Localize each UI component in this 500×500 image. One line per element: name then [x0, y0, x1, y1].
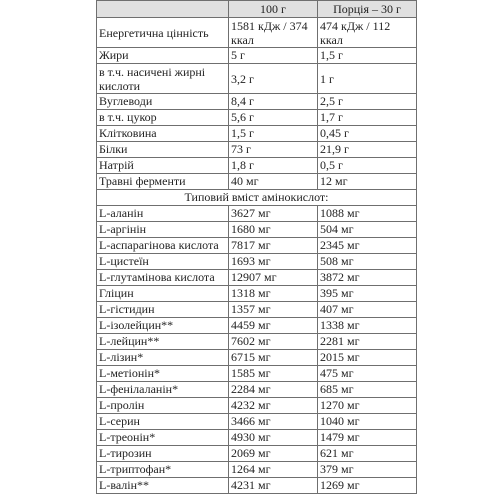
nutrient-per100: 1581 кДж / 374 ккал [229, 18, 318, 48]
amino-per100: 1264 мг [229, 462, 318, 478]
nutrient-portion: 1,7 г [318, 110, 417, 126]
amino-portion: 1338 мг [318, 318, 417, 334]
table-row [97, 206, 417, 222]
amino-portion: 1040 мг [318, 414, 417, 430]
amino-name: Гліцин [97, 286, 229, 302]
table-row [97, 142, 417, 158]
amino-portion: 407 мг [318, 302, 417, 318]
table-row [97, 318, 417, 334]
table-row [97, 18, 417, 48]
nutrient-name: в т.ч. насичені жирні кислоти [97, 64, 229, 94]
amino-per100: 2069 мг [229, 446, 318, 462]
table-row [97, 126, 417, 142]
table-row [97, 350, 417, 366]
amino-per100: 1680 мг [229, 222, 318, 238]
amino-per100: 1585 мг [229, 366, 318, 382]
amino-per100: 6715 мг [229, 350, 318, 366]
table-row [97, 286, 417, 302]
amino-portion: 504 мг [318, 222, 417, 238]
amino-portion: 395 мг [318, 286, 417, 302]
amino-per100: 3466 мг [229, 414, 318, 430]
table-row [97, 110, 417, 126]
table-row [97, 174, 417, 190]
amino-name: L-аланін [97, 206, 229, 222]
amino-name: L-аргінін [97, 222, 229, 238]
nutrient-name: в т.ч. цукор [97, 110, 229, 126]
amino-portion: 3872 мг [318, 270, 417, 286]
amino-name: L-гістидин [97, 302, 229, 318]
nutrient-per100: 1,8 г [229, 158, 318, 174]
amino-name: L-фенілаланін* [97, 382, 229, 398]
nutrient-portion: 0,45 г [318, 126, 417, 142]
table-row [97, 446, 417, 462]
amino-per100: 4231 мг [229, 478, 318, 494]
nutrient-per100: 5,6 г [229, 110, 318, 126]
amino-portion: 2281 мг [318, 334, 417, 350]
amino-per100: 1357 мг [229, 302, 318, 318]
table-row [97, 158, 417, 174]
header-per-100g: 100 г [229, 1, 318, 18]
table-header-row [97, 1, 417, 18]
table-row [97, 48, 417, 64]
amino-portion: 379 мг [318, 462, 417, 478]
amino-name: L-лізин* [97, 350, 229, 366]
amino-portion: 475 мг [318, 366, 417, 382]
nutrient-per100: 3,2 г [229, 64, 318, 94]
nutrient-portion: 21,9 г [318, 142, 417, 158]
amino-per100: 12907 мг [229, 270, 318, 286]
amino-name: L-цистеїн [97, 254, 229, 270]
amino-per100: 2284 мг [229, 382, 318, 398]
amino-per100: 7602 мг [229, 334, 318, 350]
nutrient-per100: 40 мг [229, 174, 318, 190]
amino-name: L-треонін* [97, 430, 229, 446]
nutrient-portion: 2,5 г [318, 94, 417, 110]
amino-portion: 1479 мг [318, 430, 417, 446]
amino-name: L-валін** [97, 478, 229, 494]
nutrient-portion: 474 кДж / 112 ккал [318, 18, 417, 48]
nutrition-facts-sheet [96, 0, 416, 494]
amino-name: L-лейцин** [97, 334, 229, 350]
table-row [97, 302, 417, 318]
amino-per100: 7817 мг [229, 238, 318, 254]
table-row [97, 254, 417, 270]
nutrient-name: Натрій [97, 158, 229, 174]
table-row [97, 430, 417, 446]
amino-name: L-метіонін* [97, 366, 229, 382]
amino-portion: 2015 мг [318, 350, 417, 366]
table-row [97, 64, 417, 94]
amino-portion: 1270 мг [318, 398, 417, 414]
amino-name: L-тирозин [97, 446, 229, 462]
amino-portion: 2345 мг [318, 238, 417, 254]
nutrient-portion: 1,5 г [318, 48, 417, 64]
nutrient-name: Енергетична цінність [97, 18, 229, 48]
amino-name: L-триптофан* [97, 462, 229, 478]
amino-name: L-серин [97, 414, 229, 430]
table-row [97, 94, 417, 110]
amino-portion: 1088 мг [318, 206, 417, 222]
nutrient-portion: 1 г [318, 64, 417, 94]
amino-section-title: Типовий вміст амінокислот: [97, 190, 417, 206]
nutrient-per100: 73 г [229, 142, 318, 158]
table-row [97, 238, 417, 254]
amino-name: L-глутамінова кислота [97, 270, 229, 286]
amino-portion: 508 мг [318, 254, 417, 270]
nutrient-portion: 0,5 г [318, 158, 417, 174]
nutrient-name: Клітковина [97, 126, 229, 142]
nutrient-portion: 12 мг [318, 174, 417, 190]
nutrient-name: Вуглеводи [97, 94, 229, 110]
header-per-portion: Порція – 30 г [318, 1, 417, 18]
amino-per100: 1318 мг [229, 286, 318, 302]
amino-per100: 4459 мг [229, 318, 318, 334]
amino-per100: 1693 мг [229, 254, 318, 270]
amino-portion: 1269 мг [318, 478, 417, 494]
nutrition-table [96, 0, 417, 494]
amino-per100: 4930 мг [229, 430, 318, 446]
nutrient-name: Білки [97, 142, 229, 158]
table-row [97, 382, 417, 398]
header-blank-cell [97, 1, 229, 18]
amino-name: L-пролін [97, 398, 229, 414]
amino-section-row [97, 190, 417, 206]
amino-portion: 621 мг [318, 446, 417, 462]
nutrient-per100: 5 г [229, 48, 318, 64]
table-row [97, 414, 417, 430]
table-row [97, 334, 417, 350]
nutrient-name: Жири [97, 48, 229, 64]
nutrient-name: Травні ферменти [97, 174, 229, 190]
nutrient-per100: 8,4 г [229, 94, 318, 110]
table-row [97, 222, 417, 238]
amino-portion: 685 мг [318, 382, 417, 398]
amino-name: L-аспарагінова кислота [97, 238, 229, 254]
table-row [97, 478, 417, 494]
amino-per100: 3627 мг [229, 206, 318, 222]
table-row [97, 366, 417, 382]
nutrient-per100: 1,5 г [229, 126, 318, 142]
table-row [97, 398, 417, 414]
amino-per100: 4232 мг [229, 398, 318, 414]
table-row [97, 462, 417, 478]
amino-name: L-ізолейцин** [97, 318, 229, 334]
table-row [97, 270, 417, 286]
